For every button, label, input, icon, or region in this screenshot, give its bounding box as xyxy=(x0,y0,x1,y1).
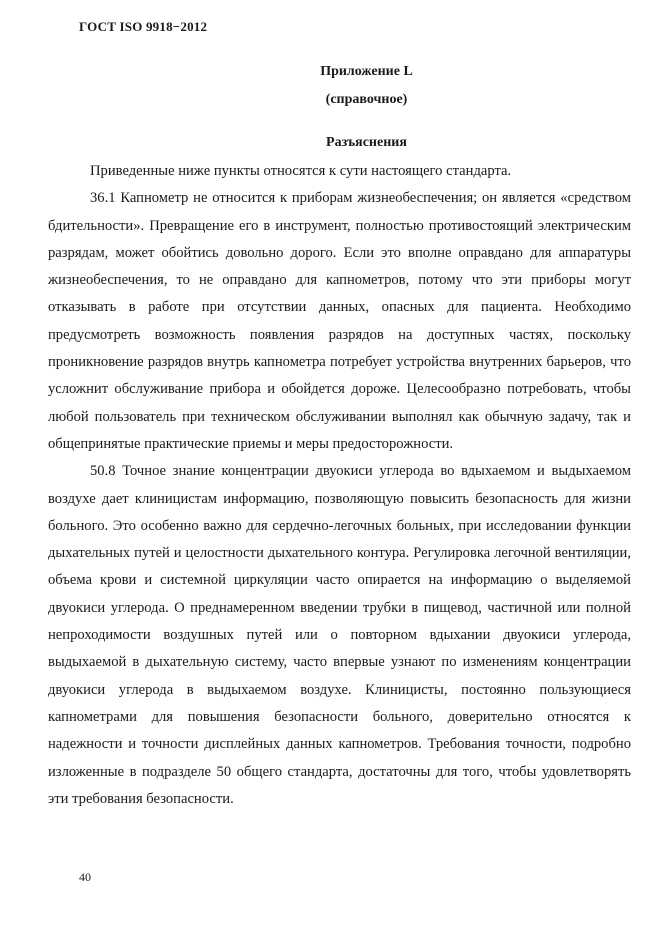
paragraph-50-8: 50.8 Точное знание концентрации двуокиси углерода во вдыхаемом и выдыхаемом воздухе дает клиницистам информацию, позволяющую повысить безопасность для жизни больного. Это особенно важно для сердечно-легочных больных, при исследовании функции дыхательных путей и целостности дыхательного контура. Регулировка легочной вентиляции, объема крови и системной циркуляции часто опирается на информацию о выделяемой двуокиси углерода. О преднамеренном введении трубки в пищевод, частичной или полной непроходимости воздушных путей или о повторном вдыхании двуокиси углерода, выдыхаемой в дыхательную систему, часто впервые узнают по изменениям концентрации двуокиси углерода в выдыхаемом воздухе. Клиницисты, постоянно пользующиеся капнометрами для повышения безопасности больного, доверительно относятся к надежности и точности дисплейных данных капнометров. Требования точности, подробно изложенные в подразделе 50 общего стандарта, достаточны для того, чтобы удовлетворять эти требования безопасности. xyxy=(48,463,631,807)
annex-title: Приложение L xyxy=(320,64,413,79)
paragraph-36-1: 36.1 Капнометр не относится к приборам жизнеобеспечения; он является «средством бдительности». Превращение его в инструмент, полностью противостоящий электрическим разрядам, может обойтись довольно дорого. Если это вполне оправдано для аппаратуры жизнеобеспечения, то не оправдано для капнометров, потому что эти приборы могут отказывать в работе при отсутствии данных, опасных для пациента. Необходимо предусмотреть возможность появления разрядов на доступных частях, поскольку проникновение разрядов внутрь капнометра потребует устройства внутренних барьеров, что усложнит обслуживание прибора и обойдется дороже. Целесообразно потребовать, чтобы любой пользователь при техническом обслуживании выполнял как обычную задачу, так и общепринятые практические приемы и меры предосторожности. xyxy=(48,190,631,452)
body-text xyxy=(48,158,631,813)
paragraph-intro: Приведенные ниже пункты относятся к сути настоящего стандарта. xyxy=(90,163,512,179)
annex-subtitle: (справочное) xyxy=(325,92,408,107)
section-title: Разъяснения xyxy=(326,135,407,150)
document-header: ГОСТ ISO 9918−2012 xyxy=(79,19,208,34)
page-number: 40 xyxy=(79,870,91,884)
